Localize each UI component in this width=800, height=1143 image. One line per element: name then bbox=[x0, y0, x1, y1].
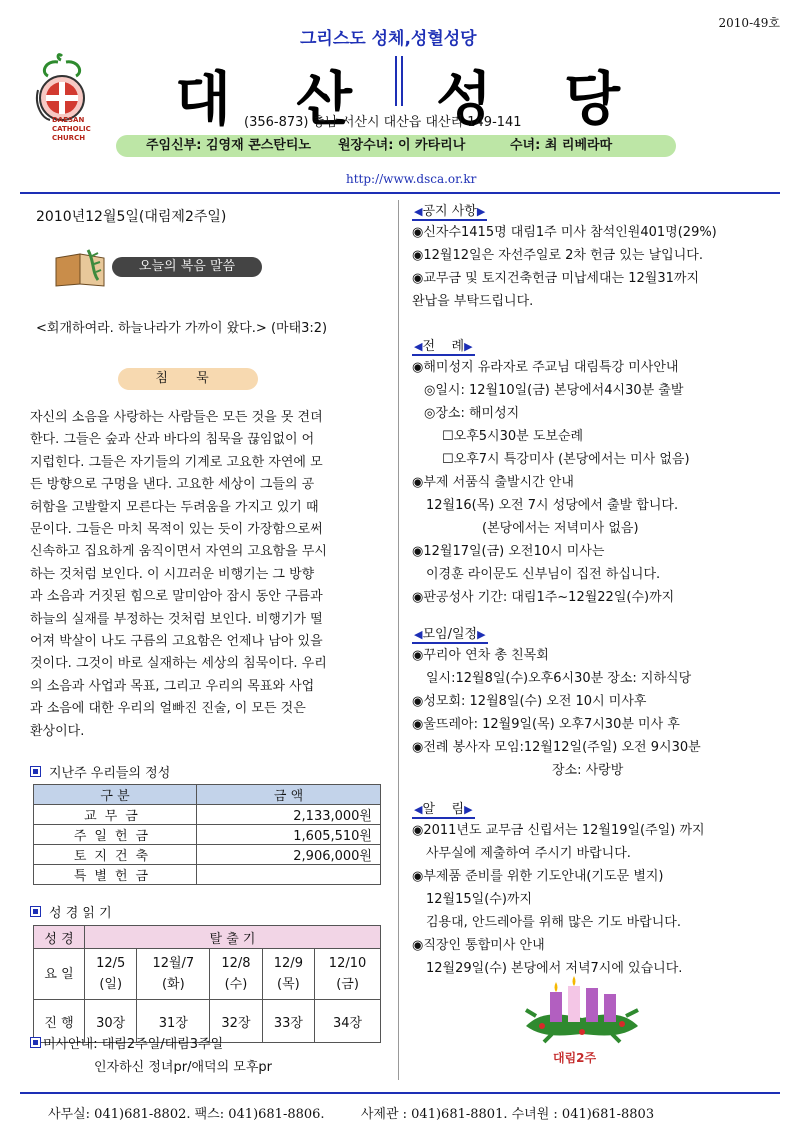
bible-reading-table bbox=[33, 925, 381, 1043]
essay-line: 신속하고 집요하게 움직이면서 자연의 고요함을 무시 bbox=[30, 544, 327, 560]
list-item bbox=[412, 563, 782, 586]
list-item-text: 부제품 준비를 위한 기도안내(기도문 별지) bbox=[423, 869, 664, 884]
bullet-icon: ◉ bbox=[412, 225, 424, 240]
staff-bar bbox=[116, 135, 676, 157]
offering-label: 교무금 bbox=[34, 805, 197, 825]
bible-col-label: 성 경 bbox=[34, 926, 85, 949]
bible-heading-text: 성 경 읽 기 bbox=[49, 906, 112, 921]
list-item-text: 사무실에 제출하여 주시기 바랍니다. bbox=[426, 846, 631, 861]
logo-text-line: CATHOLIC bbox=[52, 125, 91, 133]
logo-text-line: DAESAN bbox=[52, 116, 85, 124]
essay-line: 어져 박살이 나도 구름의 고요함은 언제나 남아 있을 bbox=[30, 634, 323, 650]
essay-line: 하늘의 실재를 부정하는 것처럼 보인다. 비행기가 떨 bbox=[30, 611, 323, 627]
gospel-quote: <회개하여라. 하늘나라가 가까이 왔다.> (마태3:2) bbox=[36, 321, 328, 336]
list-item-text: 해미성지 유라자로 주교님 대림특강 미사안내 bbox=[423, 360, 679, 375]
left-triangle-icon: ◀ bbox=[414, 628, 423, 641]
chapter-cell: 34장 bbox=[315, 1000, 381, 1043]
offering-amount: 2,133,000원 bbox=[197, 805, 381, 825]
left-triangle-icon: ◀ bbox=[414, 803, 423, 816]
square-bullet-icon bbox=[30, 906, 41, 917]
day-date: 12/8 bbox=[221, 956, 251, 971]
list-item bbox=[412, 494, 782, 517]
list-item-text: 교무금 및 토지건축헌금 미납세대는 12월31까지 bbox=[423, 271, 700, 286]
bullet-icon: ◉ bbox=[412, 717, 424, 732]
list-item-text: 12월15일(수)까지 bbox=[426, 892, 533, 907]
liturgy-heading bbox=[412, 339, 475, 356]
issue-number: 2010-49호 bbox=[718, 16, 780, 30]
day-date: 12/5 bbox=[96, 956, 126, 971]
advent-label: 대림2주 bbox=[553, 1051, 597, 1065]
offering-label: 주일헌금 bbox=[34, 825, 197, 845]
list-item bbox=[412, 221, 782, 244]
bullet-icon: ◉ bbox=[412, 869, 424, 884]
offering-col-category: 구 분 bbox=[34, 785, 197, 805]
logo-text-line: CHURCH bbox=[52, 134, 86, 142]
chapter-cell: 33장 bbox=[262, 1000, 314, 1043]
table-row bbox=[34, 845, 381, 865]
list-item bbox=[412, 540, 782, 563]
chapter-cell: 31장 bbox=[137, 1000, 210, 1043]
bullet-icon: ◉ bbox=[412, 938, 424, 953]
essay-line: 것이다. 그것이 바로 실재하는 세상의 침묵이다. 우리 bbox=[30, 656, 327, 672]
offering-heading-text: 지난주 우리들의 정성 bbox=[49, 766, 171, 781]
offering-label: 토지건축 bbox=[34, 845, 197, 865]
list-item-text: 12월17일(금) 오전10시 미사는 bbox=[423, 544, 605, 559]
announce-section bbox=[412, 798, 782, 980]
mass-info-detail: 인자하신 정녀pr/애덕의 모후pr bbox=[94, 1060, 272, 1075]
notice-heading-text: 공지 사항 bbox=[422, 204, 477, 219]
right-triangle-icon: ▶ bbox=[464, 803, 473, 816]
list-item-text: 판공성사 기간: 대림1주~12월22일(수)까지 bbox=[423, 590, 675, 605]
title-char: 당 bbox=[564, 65, 621, 133]
list-item bbox=[412, 911, 782, 934]
rectory-phone: 사제관 : 041)681-8801. 수녀원 : 041)681-8803 bbox=[360, 1107, 655, 1122]
list-item-text: 12월16(목) 오전 7시 성당에서 출발 합니다. bbox=[426, 498, 679, 513]
offering-heading bbox=[30, 762, 170, 781]
table-row bbox=[34, 805, 381, 825]
list-item-text: ◎일시: 12월10일(금) 본당에서4시30분 출발 bbox=[424, 383, 684, 398]
essay-line: 환상이다. bbox=[30, 723, 85, 739]
list-item-text: 부제 서품식 출발시간 안내 bbox=[423, 475, 574, 490]
list-item bbox=[412, 425, 782, 448]
essay-title: 침 묵 bbox=[118, 368, 258, 390]
title-char: 대 bbox=[175, 65, 232, 133]
pastor: 주임신부: 김영재 콘스탄티노 bbox=[146, 138, 311, 153]
list-item-text: 완납을 부탁드립니다. bbox=[412, 294, 534, 309]
list-item bbox=[412, 267, 782, 290]
liturgy-section bbox=[412, 335, 782, 609]
title-divider bbox=[395, 56, 403, 106]
left-triangle-icon: ◀ bbox=[414, 205, 423, 218]
announce-heading-text: 알 림 bbox=[422, 802, 465, 817]
advent-candles-icon bbox=[522, 966, 642, 1044]
offering-amount: 2,906,000원 bbox=[197, 845, 381, 865]
square-bullet-icon bbox=[30, 766, 41, 777]
list-item-text: 12월12일은 자선주일로 2차 헌금 있는 날입니다. bbox=[423, 248, 703, 263]
day-row-label: 요 일 bbox=[34, 949, 85, 1000]
square-bullet-icon bbox=[30, 1037, 41, 1048]
table-row bbox=[34, 949, 381, 1000]
essay-line: 하는 것처럼 보인다. 이 시끄러운 비행기는 그 방향 bbox=[30, 566, 315, 582]
day-date: 12월/7 bbox=[152, 956, 195, 971]
list-item-text: 12월29일(수) 본당에서 저녁7시에 있습니다. bbox=[426, 961, 683, 976]
table-row bbox=[34, 865, 381, 885]
list-item bbox=[412, 471, 782, 494]
logo-text bbox=[52, 116, 91, 143]
list-item-text: (본당에서는 저녁미사 없음) bbox=[482, 521, 639, 536]
list-item-text: ☐오후5시30분 도보순례 bbox=[442, 429, 584, 444]
offering-col-amount: 금 액 bbox=[197, 785, 381, 805]
right-triangle-icon: ▶ bbox=[464, 340, 473, 353]
chapter-cell: 30장 bbox=[85, 1000, 137, 1043]
list-item bbox=[412, 865, 782, 888]
essay-line: 허함을 고발할지 모른다는 두려움을 가지고 있기 때 bbox=[30, 499, 319, 515]
day-date: 12/9 bbox=[273, 956, 303, 971]
list-item-text: 이경훈 라이문도 신부님이 집전 하십니다. bbox=[426, 567, 661, 582]
right-triangle-icon: ▶ bbox=[477, 628, 486, 641]
list-item bbox=[412, 759, 782, 782]
right-triangle-icon: ▶ bbox=[476, 205, 486, 218]
offering-amount: 1,605,510원 bbox=[197, 825, 381, 845]
title-char: 산 bbox=[296, 65, 353, 133]
day-cell bbox=[210, 949, 262, 1000]
list-item-text: 신자수1415명 대림1주 미사 참석인원401명(29%) bbox=[423, 225, 717, 240]
list-item bbox=[412, 667, 782, 690]
list-item-text: 장소: 사랑방 bbox=[552, 763, 624, 778]
list-item bbox=[412, 517, 782, 540]
bullet-icon: ◉ bbox=[412, 823, 424, 838]
meeting-heading-text: 모임/일정 bbox=[422, 627, 478, 642]
bullet-icon: ◉ bbox=[412, 271, 424, 286]
meeting-list bbox=[412, 644, 782, 782]
list-item-text: 울뜨레아: 12월9일(목) 오후7시30분 미사 후 bbox=[423, 717, 680, 732]
bullet-icon: ◉ bbox=[412, 648, 424, 663]
liturgy-heading-text: 전 례 bbox=[422, 339, 465, 354]
parish-address: (356-873) 충남 서산시 대산읍 대산리 149-141 bbox=[244, 115, 522, 130]
sister: 수녀: 최 리베라따 bbox=[510, 138, 613, 153]
parish-subtitle: 그리스도 성체,성혈성당 bbox=[300, 29, 477, 49]
list-item-text: 2011년도 교무금 신립서는 12월19일(주일) 까지 bbox=[423, 823, 705, 838]
offering-amount bbox=[197, 865, 381, 885]
head-sister: 원장수녀: 이 카타리나 bbox=[338, 138, 466, 153]
notice-section bbox=[412, 200, 782, 313]
bullet-icon: ◉ bbox=[412, 590, 424, 605]
column-divider bbox=[398, 200, 399, 1080]
day-weekday: (목) bbox=[277, 977, 300, 992]
list-item bbox=[412, 244, 782, 267]
notice-list bbox=[412, 221, 782, 313]
essay-body bbox=[30, 407, 380, 743]
day-weekday: (화) bbox=[161, 977, 185, 992]
day-weekday: (금) bbox=[336, 977, 359, 992]
footer-contacts bbox=[48, 1103, 654, 1122]
bullet-icon: ◉ bbox=[412, 248, 424, 263]
day-cell bbox=[315, 949, 381, 1000]
mass-info-text: 미사안내: 대림2주일/대림3주일 bbox=[43, 1037, 224, 1052]
essay-line: 과 소음에 대한 우리의 얼빠진 진술, 이 모든 것은 bbox=[30, 701, 306, 717]
header-divider bbox=[20, 192, 780, 194]
list-item bbox=[412, 842, 782, 865]
list-item bbox=[412, 713, 782, 736]
day-weekday: (일) bbox=[99, 977, 123, 992]
bullet-icon: ◉ bbox=[412, 694, 424, 709]
offering-table bbox=[33, 784, 381, 885]
bible-heading bbox=[30, 902, 112, 921]
gospel-label: 오늘의 복음 말씀 bbox=[112, 257, 262, 277]
list-item bbox=[412, 690, 782, 713]
liturgy-list bbox=[412, 356, 782, 609]
list-item-text: 직장인 통합미사 안내 bbox=[423, 938, 545, 953]
list-item bbox=[412, 819, 782, 842]
bullet-icon: ◉ bbox=[412, 475, 424, 490]
list-item-text: 전례 봉사자 모임:12월12일(주일) 오전 9시30분 bbox=[423, 740, 701, 755]
day-cell bbox=[137, 949, 210, 1000]
list-item bbox=[412, 448, 782, 471]
meeting-section bbox=[412, 623, 782, 782]
list-item bbox=[412, 888, 782, 911]
announce-list bbox=[412, 819, 782, 980]
essay-line: 과 소음과 거짓된 힘으로 말미암아 잠시 동안 구름과 bbox=[30, 589, 323, 605]
footer-divider bbox=[20, 1092, 780, 1094]
list-item-text: 일시:12월8일(수)오후6시30분 장소: 지하식당 bbox=[426, 671, 692, 686]
list-item bbox=[412, 934, 782, 957]
essay-line: 한다. 그들은 숲과 산과 바다의 침묵을 끊임없이 어 bbox=[30, 432, 315, 448]
day-cell bbox=[85, 949, 137, 1000]
essay-line: 의 소음과 사업과 목표, 그리고 우리의 목표와 사업 bbox=[30, 678, 315, 694]
bullet-icon: ◉ bbox=[412, 544, 424, 559]
list-item bbox=[412, 290, 782, 313]
bible-book-name: 탈 출 기 bbox=[85, 926, 381, 949]
essay-line: 자신의 소음을 사랑하는 사람들은 모든 것을 못 견뎌 bbox=[30, 410, 323, 425]
bullet-icon: ◉ bbox=[412, 740, 424, 755]
notice-heading bbox=[412, 204, 487, 221]
list-item bbox=[412, 402, 782, 425]
offering-label: 특별헌금 bbox=[34, 865, 197, 885]
meeting-heading bbox=[412, 627, 488, 644]
day-cell bbox=[262, 949, 314, 1000]
list-item-text: ◎장소: 해미성지 bbox=[424, 406, 520, 421]
bulletin-date: 2010년12월5일(대림제2주일) bbox=[36, 209, 227, 225]
title-char: 성 bbox=[436, 65, 493, 133]
chapter-cell: 32장 bbox=[210, 1000, 262, 1043]
bullet-icon: ◉ bbox=[412, 360, 424, 375]
list-item bbox=[412, 586, 782, 609]
day-weekday: (수) bbox=[224, 977, 248, 992]
list-item-text: 김용대, 안드레아를 위해 많은 기도 바랍니다. bbox=[426, 915, 681, 930]
bible-book-icon bbox=[54, 246, 108, 288]
right-column bbox=[412, 200, 782, 980]
essay-line: 문이다. 그들은 마치 목적이 있는 듯이 가장함으로써 bbox=[30, 522, 323, 538]
list-item bbox=[412, 644, 782, 667]
list-item-text: ☐오후7시 특강미사 (본당에서는 미사 없음) bbox=[442, 452, 690, 467]
website-link[interactable]: http://www.dsca.or.kr bbox=[346, 172, 477, 186]
mass-info bbox=[30, 1033, 223, 1052]
office-phone: 사무실: 041)681-8802. 팩스: 041)681-8806. bbox=[48, 1107, 325, 1122]
list-item-text: 꾸리아 연차 총 친목회 bbox=[423, 648, 549, 663]
table-row bbox=[34, 825, 381, 845]
essay-line: 지럽힌다. 그들은 자기들의 기계로 고요한 자연에 모 bbox=[30, 454, 323, 470]
essay-line: 든 방향으로 구멍을 낸다. 고요한 세상이 그들의 공 bbox=[30, 477, 315, 493]
list-item bbox=[412, 379, 782, 402]
church-logo-icon bbox=[28, 50, 98, 160]
left-triangle-icon: ◀ bbox=[414, 340, 423, 353]
announce-heading bbox=[412, 802, 475, 819]
day-date: 12/10 bbox=[328, 956, 367, 971]
list-item bbox=[412, 736, 782, 759]
list-item bbox=[412, 356, 782, 379]
list-item-text: 성모회: 12월8일(수) 오전 10시 미사후 bbox=[423, 694, 647, 709]
chapter-row-label: 진 행 bbox=[34, 1000, 85, 1043]
